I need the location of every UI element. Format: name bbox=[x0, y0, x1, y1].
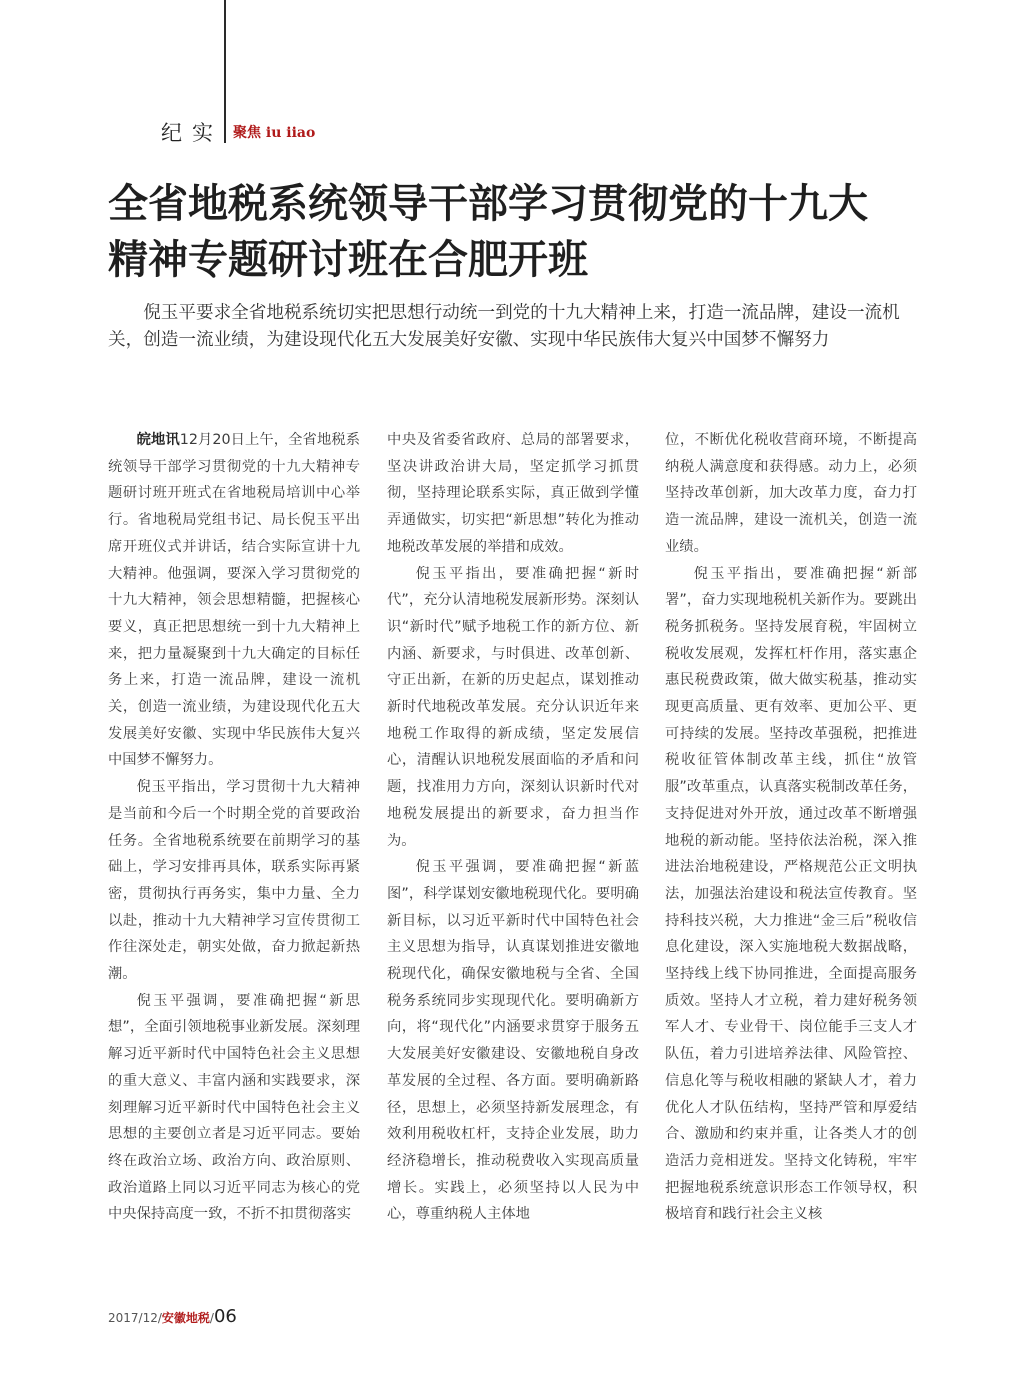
body-paragraph: 倪玉平指出，要准确把握“新时代”，充分认清地税发展新形势。深刻认识“新时代”赋予地税工作的新方位、新内涵、新要求，与时俱进、改革创新、守正出新，在新的历史起点，谋划推动新时代地税改革发展。充分认识近年来地税工作取得的新成绩，坚定发展信心，清醒认识地税发展面临的矛盾和问题，找准用力方向，深刻认识新时代对地税发展提出的新要求，奋力担当作为。 bbox=[387, 565, 639, 849]
body-paragraph: 中央及省委省政府、总局的部署要求，坚决讲政治讲大局，坚定抓学习抓贯彻，坚持理论联系实际，真正做到学懂弄通做实，切实把“新思想”转化为推动地税改革发展的举措和成效。 bbox=[387, 432, 639, 555]
section-label: 纪实 bbox=[161, 121, 223, 145]
body-paragraph: 倪玉平指出，要准确把握“新部署”，奋力实现地税机关新作为。要跳出税务抓税务。坚持发展育税，牢固树立税收发展观，发挥杠杆作用，落实惠企惠民税费政策，做大做实税基，推动实现更高质量、更有效率、更加公平、更可持续的发展。坚持改革强税，把推进税收征管体制改革主线，抓住“放管服”改革重点，认真落实税制改革任务，支持促进对外开放，通过改革不断增强地税的新动能。坚持依法治税，深入推进法治地税建设，严格规范公正文明执法，加强法治建设和税法宣传教育。坚持科技兴税，大力推进“金三后”税收信息化建设，深入实施地税大数据战略，坚持线上线下协同推进，全面提高服务质效。坚持人才立税，着力建好税务领军人才、专业骨干、岗位能手三支人才队伍，着力引进培养法律、风险管控、信息化等与税收相融的紧缺人才，着力优化人才队伍结构，坚持严管和厚爱结合、激励和约束并重，让各类人才的创造活力竞相迸发。坚持文化铸税，牢牢把握地税系统意识形态工作领导权，积极培育和践行社会主义核 bbox=[665, 565, 917, 1223]
article-headline bbox=[108, 176, 928, 288]
body-text: 12月20日上午，全省地税系统领导干部学习贯彻党的十九大精神专题研讨班开班式在省地税局培训中心举行。省地税局党组书记、局长倪玉平出席开班仪式并讲话，结合实际宣讲十九大精神。他强调，要深入学习贯彻党的十九大精神，领会思想精髓，把握核心要义，真正把思想统一到十九大精神上来，把力量凝聚到十九大确定的目标任务上来，打造一流品牌，建设一流机关，创造一流业绩，为建设现代化五大发展美好安徽、实现中华民族伟大复兴中国梦不懈努力。 bbox=[108, 432, 360, 769]
body-paragraph: 倪玉平强调，要准确把握“新思想”，全面引领地税事业新发展。深刻理解习近平新时代中国特色社会主义思想的重大意义、丰富内涵和实践要求，深刻理解习近平新时代中国特色社会主义思想的主要创立者是习近平同志。要始终在政治立场、政治方向、政治原则、政治道路上同以习近平同志为核心的党中央保持高度一致，不折不扣贯彻落实 bbox=[108, 992, 360, 1223]
body-paragraph bbox=[108, 427, 360, 774]
dateline: 皖地讯 bbox=[136, 432, 180, 448]
body-column-1 bbox=[108, 427, 360, 1228]
page-footer bbox=[108, 1306, 237, 1327]
body-column-2 bbox=[387, 427, 639, 1228]
footer-slash: / bbox=[209, 1311, 214, 1325]
article-lead bbox=[108, 300, 918, 354]
section-sublabel: 聚焦 iu iiao bbox=[233, 125, 316, 141]
body-paragraph: 位，不断优化税收营商环境，不断提高纳税人满意度和获得感。动力上，必须坚持改革创新，加大改革力度，奋力打造一流品牌，建设一流机关，创造一流业绩。 bbox=[665, 432, 917, 555]
magazine-name: 安徽地税 bbox=[161, 1311, 210, 1325]
issue-date: 2017/12/ bbox=[108, 1311, 162, 1325]
lead-paragraph: 倪玉平要求全省地税系统切实把思想行动统一到党的十九大精神上来，打造一流品牌，建设一流机关，创造一流业绩，为建设现代化五大发展美好安徽、实现中华民族伟大复兴中国梦不懈努力 bbox=[108, 303, 900, 350]
headline-line-2: 精神专题研讨班在合肥开班 bbox=[108, 237, 588, 283]
header-divider bbox=[224, 0, 226, 143]
headline-line-1: 全省地税系统领导干部学习贯彻党的十九大 bbox=[108, 181, 868, 227]
body-paragraph: 倪玉平强调，要准确把握“新蓝图”，科学谋划安徽地税现代化。要明确新目标，以习近平新时代中国特色社会主义思想为指导，认真谋划推进安徽地税现代化，确保安徽地税与全省、全国税务系统同步实现现代化。要明确新方向，将“现代化”内涵要求贯穿于服务五大发展美好安徽建设、安徽地税自身改革发展的全过程、各方面。要明确新路径，思想上，必须坚持新发展理念，有效利用税收杠杆，支持企业发展，助力经济稳增长，推动税费收入实现高质量增长。实践上，必须坚持以人民为中心，尊重纳税人主体地 bbox=[387, 859, 639, 1223]
body-paragraph: 倪玉平指出，学习贯彻十九大精神是当前和今后一个时期全党的首要政治任务。全省地税系统要在前期学习的基础上，学习安排再具体，联系实际再紧密，贯彻执行再务实，集中力量、全力以赴，推动十九大精神学习宣传贯彻工作往深处走，朝实处做，奋力掀起新热潮。 bbox=[108, 779, 360, 983]
page-number: 06 bbox=[213, 1306, 237, 1327]
body-column-3 bbox=[665, 427, 917, 1228]
